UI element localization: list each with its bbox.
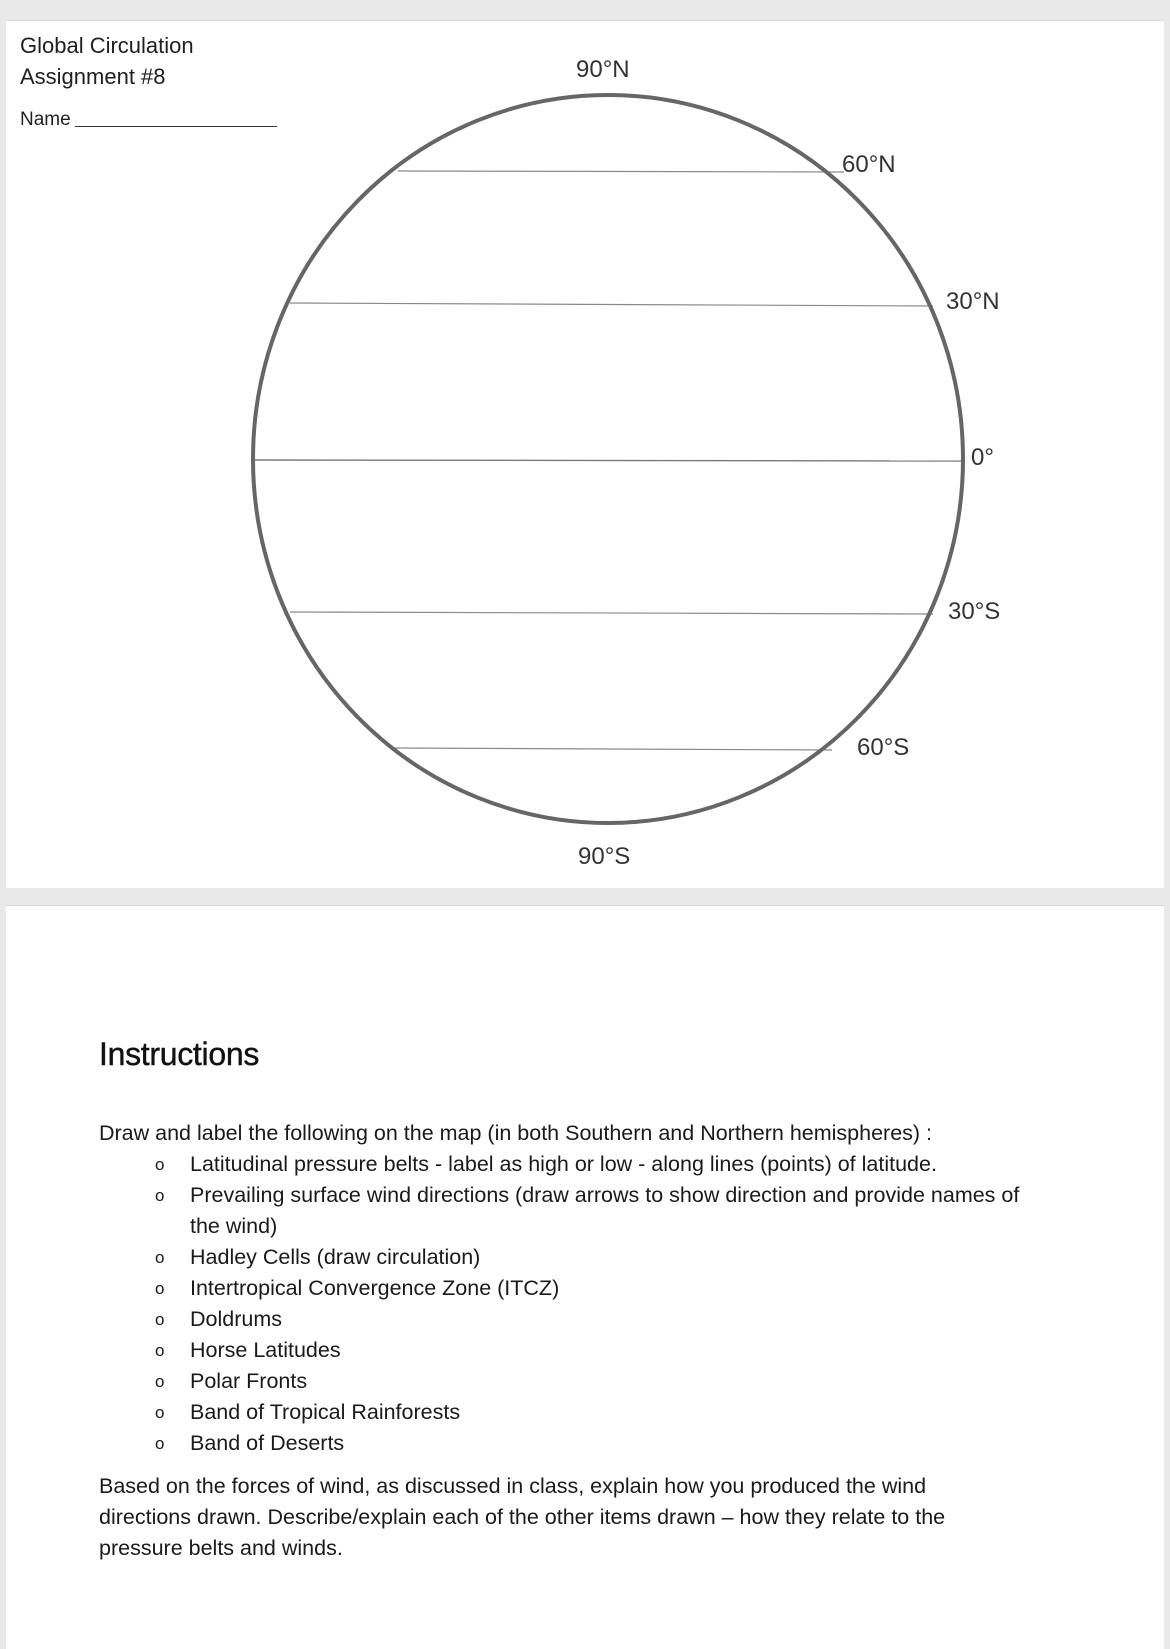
bullet-icon: o [155,1310,165,1329]
worksheet-page-2 [6,905,1164,1649]
assignment-number: Assignment #8 [20,64,166,89]
list-item [155,1335,1025,1366]
list-item [155,1304,1025,1335]
latitude-line-60s [392,748,832,750]
list-item-text: Latitudinal pressure belts - label as high or low - along lines (points) of latitude. [190,1152,937,1176]
latitude-line-30s [290,612,933,614]
list-item-text: Band of Deserts [190,1431,345,1455]
label-60n: 60°N [842,151,896,178]
bullet-icon: o [155,1155,165,1174]
list-item-text: Hadley Cells (draw circulation) [190,1245,481,1269]
label-90n: 90°N [576,56,630,83]
latitude-line-30n [290,303,933,306]
worksheet-page-1 [6,20,1164,888]
list-item-text: Horse Latitudes [190,1338,341,1362]
worksheet-title: Global Circulation [20,33,194,58]
list-item [155,1180,1025,1242]
task-list [155,1149,1025,1459]
name-label: Name [20,109,71,130]
bullet-icon: o [155,1341,165,1360]
globe-outline [253,95,963,823]
list-item-text: Band of Tropical Rainforests [190,1400,461,1424]
label-30s: 30°S [948,598,1001,625]
label-30n: 30°N [946,288,1000,315]
list-item [155,1149,1025,1180]
label-equator: 0° [971,444,994,471]
list-item [155,1366,1025,1397]
latitude-line-equator [254,460,964,461]
list-item-text: Polar Fronts [190,1369,308,1393]
bullet-icon: o [155,1248,165,1267]
list-item [155,1242,1025,1273]
instructions-heading: Instructions [99,1036,260,1072]
bullet-icon: o [155,1279,165,1298]
bullet-icon: o [155,1434,165,1453]
instructions-intro: Draw and label the following on the map (in both Southern and Northern hemispheres) : [99,1121,933,1145]
bullet-icon: o [155,1372,165,1391]
label-90s: 90°S [578,843,631,870]
label-60s: 60°S [857,734,910,761]
closing-paragraph: Based on the forces of wind, as discussed in class, explain how you produced the wind directions drawn. Describe/explain each of the other items drawn – how they relate to the pressure belts and winds. [99,1474,946,1560]
list-item-text: Doldrums [190,1307,282,1331]
bullet-icon: o [155,1186,165,1205]
list-item [155,1397,1025,1428]
list-item-text: Intertropical Convergence Zone (ITCZ) [190,1276,560,1300]
list-item [155,1273,1025,1304]
globe-diagram [6,21,1164,888]
list-item [155,1428,1025,1459]
latitude-line-60n [398,171,844,172]
bullet-icon: o [155,1403,165,1422]
list-item-text: Prevailing surface wind directions (draw arrows to show direction and provide names of the wind) [190,1183,1020,1238]
